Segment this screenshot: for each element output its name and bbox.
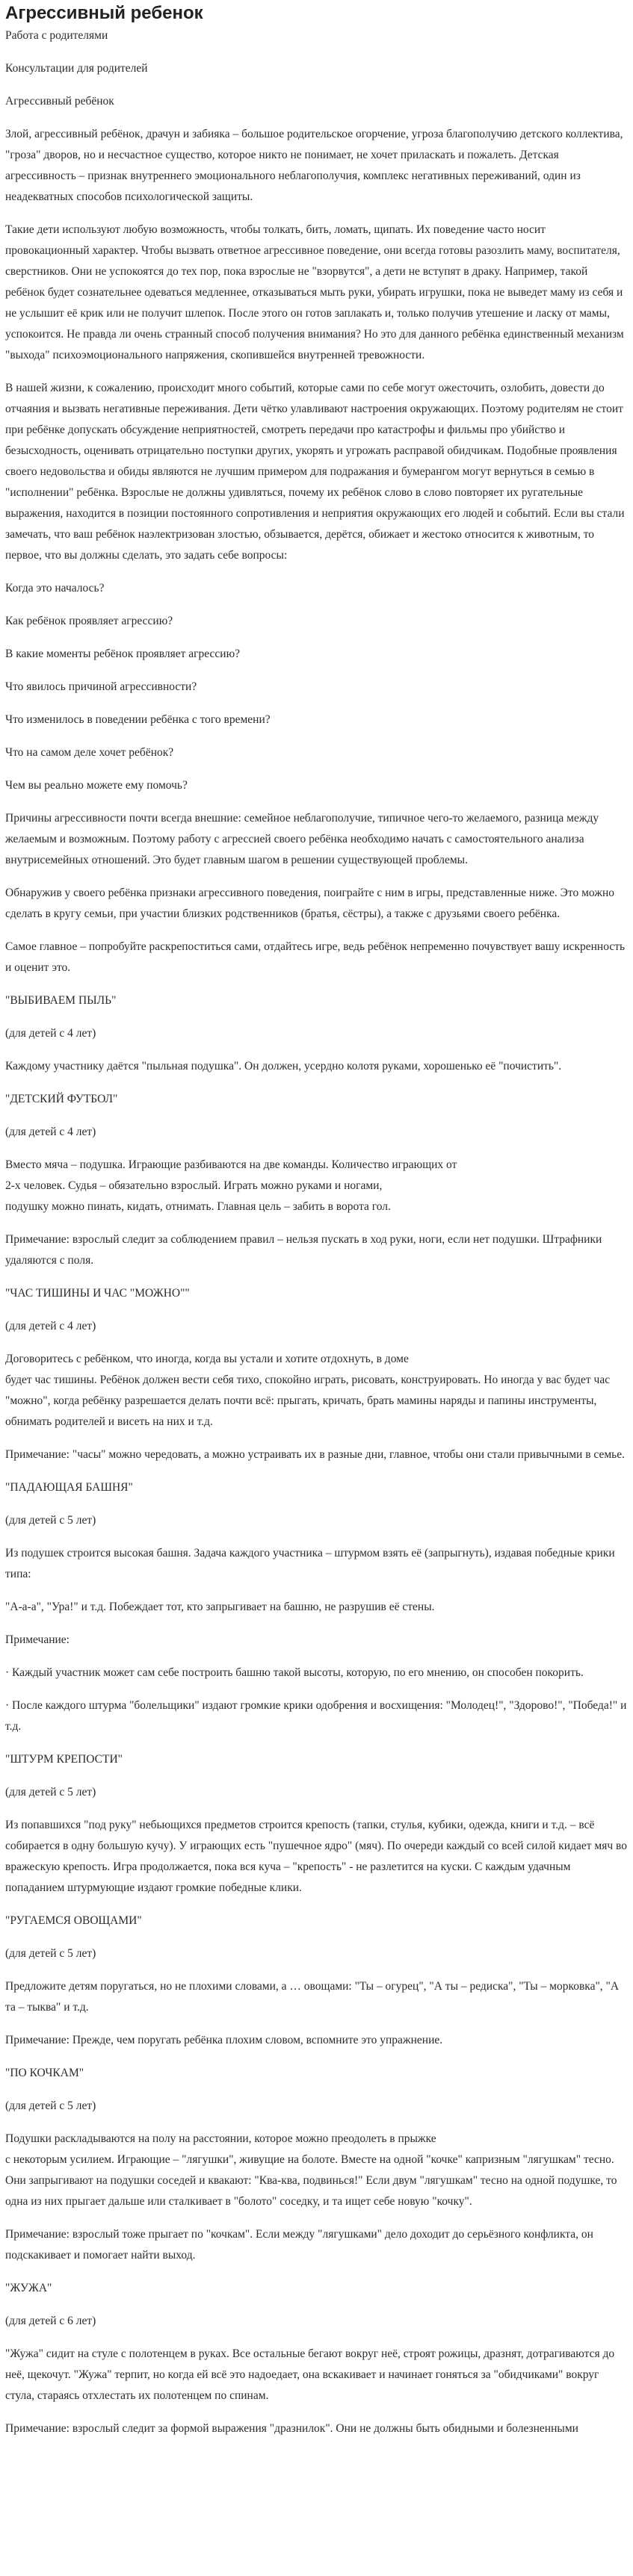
paragraph: "ПАДАЮЩАЯ БАШНЯ": [5, 1481, 133, 1494]
paragraph: Самое главное – попробуйте раскрепоститься сами, отдайтесь игре, ведь ребёнок непременно почувствует вашу искренность и оценит это.: [5, 940, 626, 974]
page-title: Агрессивный ребенок: [5, 3, 203, 23]
paragraph: (для детей с 5 лет): [5, 1786, 96, 1798]
paragraph: "ШТУРМ КРЕПОСТИ": [5, 1753, 123, 1766]
paragraph: "ЧАС ТИШИНЫ И ЧАС "МОЖНО"": [5, 1287, 190, 1300]
paragraph: Агрессивный ребёнок: [5, 95, 114, 108]
paragraph: "РУГАЕМСЯ ОВОЩАМИ": [5, 1914, 142, 1927]
paragraph: "ЖУЖА": [5, 2282, 52, 2294]
paragraph: Примечание: взрослый тоже прыгает по "кочкам". Если между "лягушками" дело доходит до серьёзного конфликта, он подскакивает и помогает найти выход.: [5, 2228, 593, 2262]
paragraph: Примечание: Прежде, чем поругать ребёнка плохим словом, вспомните это упражнение.: [5, 2034, 443, 2046]
paragraph: Примечание: взрослый следит за соблюдением правил – нельзя пускать в ход руки, ноги, если нет подушки. Штрафники удаляются с поля.: [5, 1233, 602, 1267]
paragraph: Подушки раскладываются на полу на расстоянии, которое можно преодолеть в прыжке с некоторым усилием. Играющие – "лягушки", живущие на болоте. Вместе на одной "кочке" капризным "лягушкам" тесно. Они запрыгивают на подушки соседей и квакают: "Ква-ква, подвинься!" Если двум "лягушкам" тесно на одной подушке, то одна из них прыгает дальше или сталкивает в "болото" соседку, и та ищет себе новую "кочку".: [5, 2132, 617, 2208]
paragraph: (для детей с 5 лет): [5, 1947, 96, 1960]
paragraph: Что явилось причиной агрессивности?: [5, 680, 197, 693]
paragraph: Консультации для родителей: [5, 62, 148, 75]
paragraph: (для детей с 4 лет): [5, 1320, 96, 1332]
paragraph: · После каждого штурма "болельщики" издают громкие крики одобрения и восхищения: "Молодец!", "Здорово!", "Победа!" и т.д.: [5, 1699, 627, 1733]
paragraph: (для детей с 5 лет): [5, 2099, 96, 2112]
paragraph: В нашей жизни, к сожалению, происходит много событий, которые сами по себе могут ожесточить, озлобить, довести до отчаяния и вызвать негативные переживания. Дети чётко улавливают настроения окружающих. Поэтому родителям не стоит при ребёнке допускать обсуждение неприятностей, смотреть передачи про катастрофы и фильмы про убийство и безысходность, оценивать отрицательно поступки других, укорять и угрожать расправой обидчикам. Подобные проявления своего недовольства и обиды являются не лучшим примером для подражания и бумерангом могут вернуться в семью в "исполнении" ребёнка. Взрослые не должны удивляться, почему их ребёнок слово в слово повторяет их ругательные выражения, находится в позиции постоянного сопротивления и неприятия окружающих его людей и событий. Если вы стали замечать, что ваш ребёнок наэлектризован злостью, обзывается, дерётся, обижает и жестоко относится к животным, то первое, что вы должны сделать, это задать себе вопросы:: [5, 382, 625, 562]
paragraph: (для детей с 4 лет): [5, 1126, 96, 1138]
paragraph: · Каждый участник может сам себе построить башню такой высоты, которую, по его мнению, он способен покорить.: [5, 1666, 584, 1679]
paragraph: Что на самом деле хочет ребёнок?: [5, 746, 174, 759]
paragraph: Примечание:: [5, 1633, 70, 1646]
article-body: [5, 25, 628, 2439]
paragraph: Когда это началось?: [5, 582, 105, 595]
paragraph: "ДЕТСКИЙ ФУТБОЛ": [5, 1093, 118, 1105]
paragraph: Работа с родителями: [5, 29, 108, 42]
paragraph: Чем вы реально можете ему помочь?: [5, 779, 188, 792]
paragraph: Из подушек строится высокая башня. Задача каждого участника – штурмом взять её (запрыгнуть), издавая победные крики типа:: [5, 1547, 615, 1580]
paragraph: Как ребёнок проявляет агрессию?: [5, 615, 173, 627]
paragraph: Вместо мяча – подушка. Играющие разбиваются на две команды. Количество играющих от 2-х человек. Судья – обязательно взрослый. Играть можно руками и ногами, подушку можно пинать, кидать, отнимать. Главная цель – забить в ворота гол.: [5, 1158, 457, 1213]
paragraph: Каждому участнику даётся "пыльная подушка". Он должен, усердно колотя руками, хорошенько её "почистить".: [5, 1060, 562, 1073]
paragraph: Причины агрессивности почти всегда внешние: семейное неблагополучие, типичное чего-то желаемого, разница между желаемым и возможным. Поэтому работу с агрессией своего ребёнка необходимо начать с самостоятельного анализа внутрисемейных отношений. Это будет главным шагом в решении существующей проблемы.: [5, 812, 599, 866]
paragraph: Злой, агрессивный ребёнок, драчун и забияка – большое родительское огорчение, угроза благополучию детского коллектива, "гроза" дворов, но и несчастное существо, которое никто не понимает, не хочет приласкать и пожалеть. Детская агрессивность – признак внутреннего эмоционального неблагополучия, комплекс негативных переживаний, один из неадекватных способов психологической защиты.: [5, 128, 623, 203]
paragraph: "ПО КОЧКАМ": [5, 2067, 84, 2079]
paragraph: (для детей с 4 лет): [5, 1027, 96, 1040]
paragraph: (для детей с 5 лет): [5, 1514, 96, 1527]
paragraph: (для детей с 6 лет): [5, 2315, 96, 2327]
paragraph: "ВЫБИВАЕМ ПЫЛЬ": [5, 994, 117, 1007]
paragraph: "А-а-а", "Ура!" и т.д. Побеждает тот, кто запрыгивает на башню, не разрушив её стены.: [5, 1601, 435, 1613]
paragraph: Что изменилось в поведении ребёнка с того времени?: [5, 713, 271, 726]
paragraph: Примечание: взрослый следит за формой выражения "дразнилок". Они не должны быть обидными и болезненными: [5, 2422, 578, 2435]
paragraph: Обнаружив у своего ребёнка признаки агрессивного поведения, поиграйте с ним в игры, представленные ниже. Это можно сделать в кругу семьи, при участии близких родственников (братья, сёстры), а также с друзьями своего ребёнка.: [5, 887, 615, 920]
paragraph: Такие дети используют любую возможность, чтобы толкать, бить, ломать, щипать. Их поведение часто носит провокационный характер. Чтобы вызвать ответное агрессивное поведение, они всегда готовы разозлить маму, воспитателя, сверстников. Они не успокоятся до тех пор, пока взрослые не "взорвутся", а дети не вступят в драку. Например, такой ребёнок будет сознательнее одеваться медленнее, отказываться мыть руки, убирать игрушки, пока не выведет маму из себя и не услышит её крик или не получит шлепок. После этого он готов заплакать и, только получив утешение и ласку от мамы, успокоится. Не правда ли очень странный способ получения внимания? Но это для данного ребёнка единственный механизм "выхода" психоэмоционального напряжения, скопившейся внутренней тревожности.: [5, 223, 624, 361]
paragraph: В какие моменты ребёнок проявляет агрессию?: [5, 648, 241, 660]
paragraph: Договоритесь с ребёнком, что иногда, когда вы устали и хотите отдохнуть, в доме будет час тишины. Ребёнок должен вести себя тихо, спокойно играть, рисовать, конструировать. Но иногда у вас будет час "можно", когда ребёнку разрешается делать почти всё: прыгать, кричать, брать мамины наряды и папины инструменты, обнимать родителей и висеть на них и т.д.: [5, 1353, 611, 1428]
paragraph: "Жужа" сидит на стуле с полотенцем в руках. Все остальные бегают вокруг неё, строят рожицы, дразнят, дотрагиваются до неё, щекочут. "Жужа" терпит, но когда ей всё это надоедает, она вскакивает и начинает гоняться за "обидчиками" вокруг стула, стараясь отхлестать их полотенцем по спинам.: [5, 2347, 615, 2402]
paragraph: Предложите детям поругаться, но не плохими словами, а … овощами: "Ты – огурец", "А ты – редиска", "Ты – морковка", "А та – тыква" и т.д.: [5, 1980, 620, 2014]
paragraph: Примечание: "часы" можно чередовать, а можно устраивать их в разные дни, главное, чтобы они стали привычными в семье.: [5, 1448, 625, 1461]
paragraph: Из попавшихся "под руку" небьющихся предметов строится крепость (тапки, стулья, кубики, одежда, книги и т.д. – всё собирается в одну большую кучу). У играющих есть "пушечное ядро" (мяч). По очереди каждый со всей силой кидает мяч во вражескую крепость. Игра продолжается, пока вся куча – "крепость" - не разлетится на куски. С каждым удачным попаданием штурмующие издают громкие победные клики.: [5, 1819, 627, 1894]
